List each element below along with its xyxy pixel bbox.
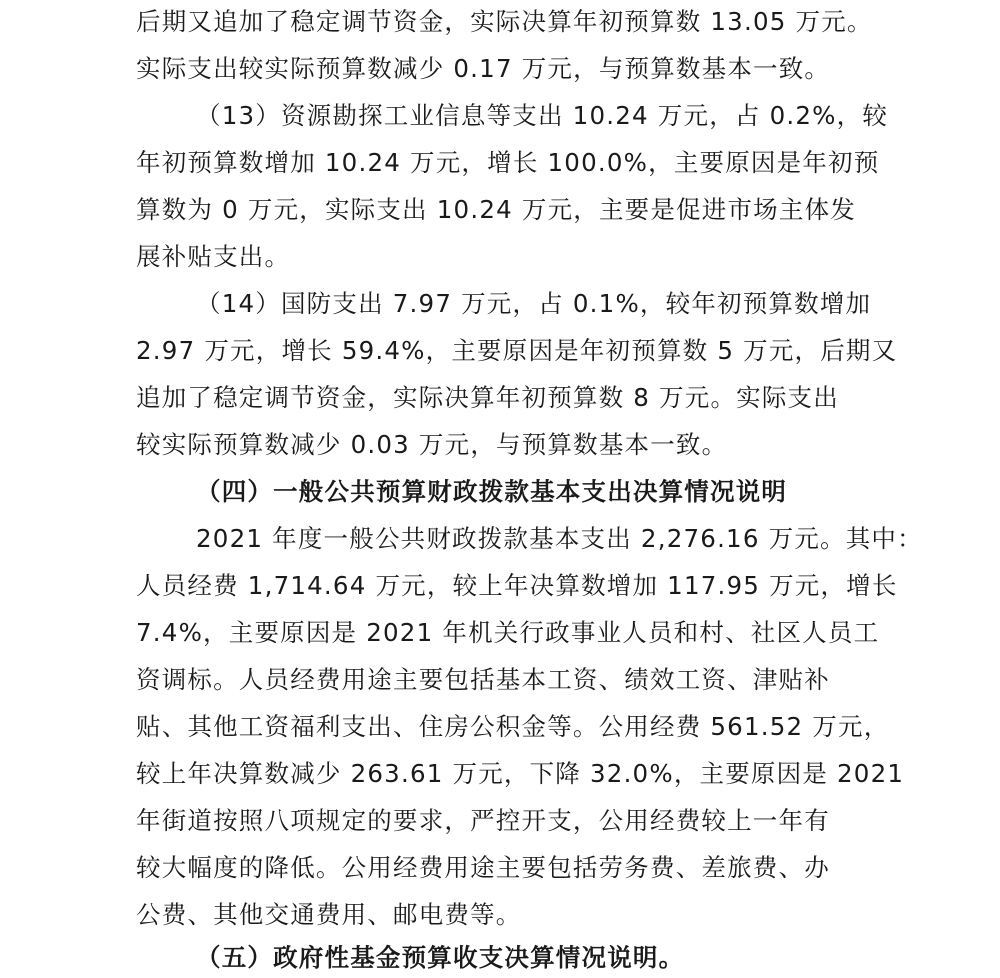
text-line: 人员经费 1,714.64 万元，较上年决算数增加 117.95 万元，增长 (136, 571, 898, 600)
text-line: 后期又追加了稳定调节资金，实际决算年初预算数 13.05 万元。 (136, 7, 873, 36)
text-line: （13）资源勘探工业信息等支出 10.24 万元，占 0.2%，较 (196, 101, 889, 130)
text-line: 资调标。人员经费用途主要包括基本工资、绩效工资、津贴补 (136, 665, 830, 694)
text-line: 较大幅度的降低。公用经费用途主要包括劳务费、差旅费、办 (136, 853, 830, 882)
text-line: 贴、其他工资福利支出、住房公积金等。公用经费 561.52 万元， (136, 712, 890, 741)
text-line: 2.97 万元，增长 59.4%，主要原因是年初预算数 5 万元，后期又 (136, 336, 898, 365)
text-line: 7.4%，主要原因是 2021 年机关行政事业人员和村、社区人员工 (136, 618, 880, 647)
text-line: 年初预算数增加 10.24 万元，增长 100.0%，主要原因是年初预 (136, 148, 880, 177)
text-line: 较实际预算数减少 0.03 万元，与预算数基本一致。 (136, 430, 728, 459)
text-line: 较上年决算数减少 263.61 万元，下降 32.0%，主要原因是 2021 (136, 759, 905, 788)
text-line: 公费、其他交通费用、邮电费等。 (136, 900, 522, 929)
text-line: 展补贴支出。 (136, 242, 291, 271)
text-line: （14）国防支出 7.97 万元，占 0.1%，较年初预算数增加 (196, 289, 872, 318)
text-line: 算数为 0 万元，实际支出 10.24 万元，主要是促进市场主体发 (136, 195, 856, 224)
section-heading: （五）政府性基金预算收支决算情况说明。 (196, 943, 685, 972)
text-line: 2021 年度一般公共财政拨款基本支出 2,276.16 万元。其中： (196, 524, 923, 553)
text-line: 实际支出较实际预算数减少 0.17 万元，与预算数基本一致。 (136, 54, 831, 83)
section-heading: （四）一般公共预算财政拨款基本支出决算情况说明 (196, 477, 788, 506)
text-line: 追加了稳定调节资金，实际决算年初预算数 8 万元。实际支出 (136, 383, 839, 412)
text-line: 年街道按照八项规定的要求，严控开支，公用经费较上一年有 (136, 806, 830, 835)
